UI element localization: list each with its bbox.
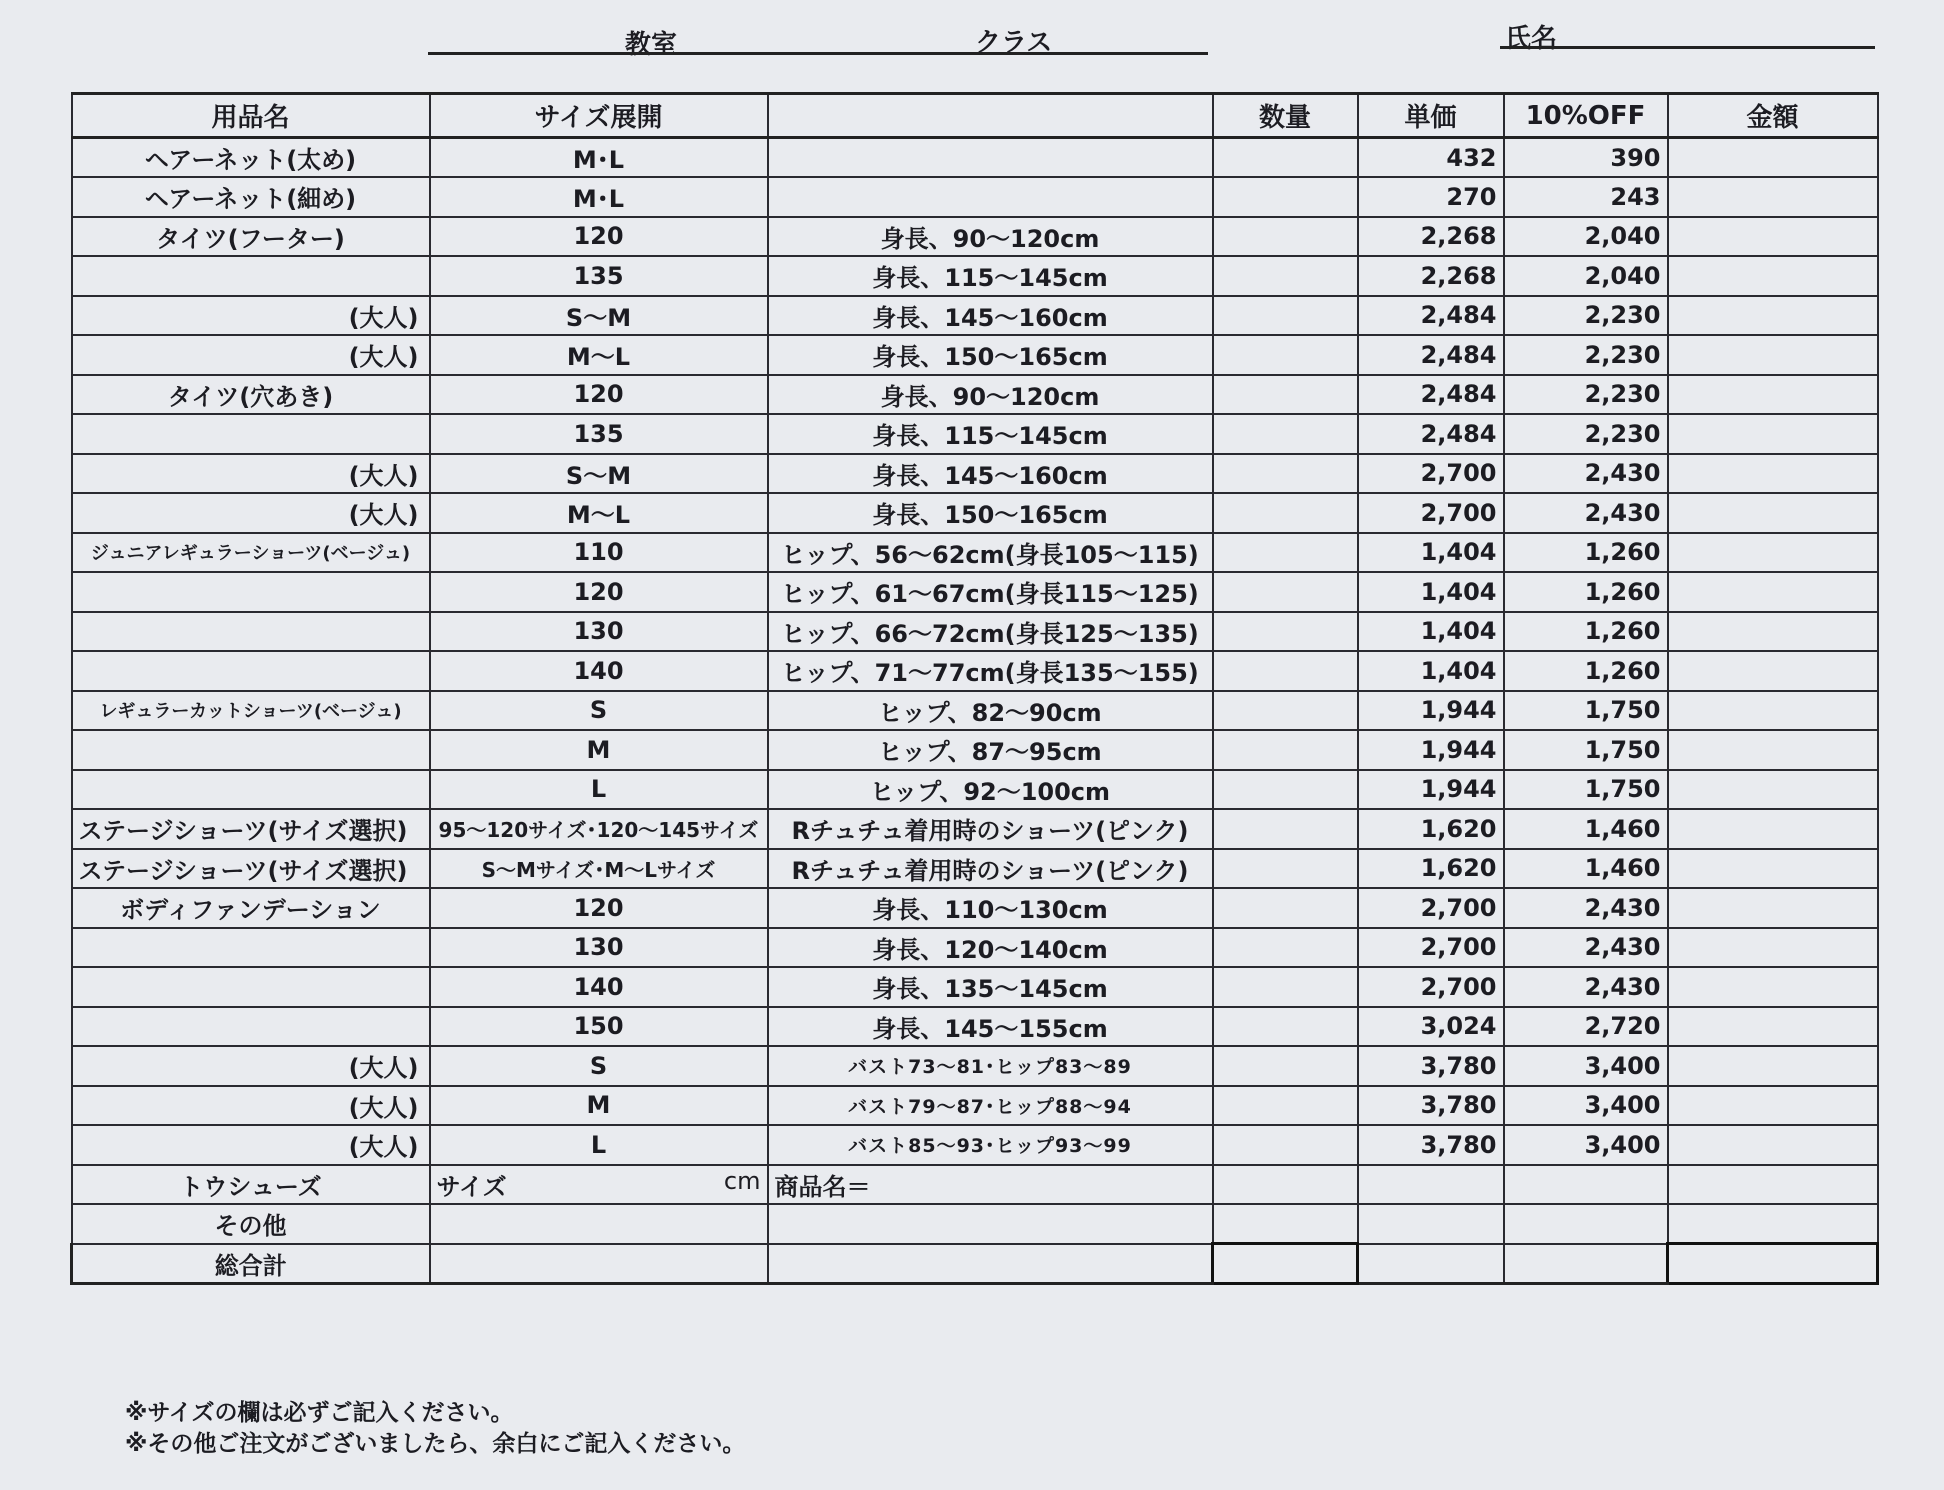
- item-name: [72, 256, 430, 296]
- unit-price-cell: 1,944: [1358, 770, 1504, 810]
- table-row: [72, 454, 1878, 494]
- unit-price-cell: 2,700: [1358, 493, 1504, 533]
- discount-price-cell: 2,040: [1504, 256, 1668, 296]
- qty-cell[interactable]: [1213, 928, 1358, 968]
- item-name: タイツ(穴あき): [72, 375, 430, 415]
- unit-price-cell: 3,780: [1358, 1086, 1504, 1126]
- size-cell: 130: [430, 928, 768, 968]
- qty-cell[interactable]: [1213, 651, 1358, 691]
- unit-price-cell: 1,404: [1358, 612, 1504, 652]
- discount-price-cell: 2,430: [1504, 928, 1668, 968]
- table-row: [72, 533, 1878, 573]
- discount-price-cell: 3,400: [1504, 1046, 1668, 1086]
- desc-cell: 身長、135～145cm: [768, 967, 1213, 1007]
- discount-price-cell: 1,260: [1504, 651, 1668, 691]
- amount-cell[interactable]: [1668, 730, 1878, 770]
- qty-cell[interactable]: [1213, 217, 1358, 257]
- qty-cell[interactable]: [1213, 296, 1358, 336]
- qty-cell[interactable]: [1213, 849, 1358, 889]
- discount-price-cell: 3,400: [1504, 1125, 1668, 1165]
- qty-cell[interactable]: [1213, 1165, 1358, 1205]
- unit-price-cell: 2,700: [1358, 928, 1504, 968]
- qty-cell[interactable]: [1213, 572, 1358, 612]
- unit-price-cell: 2,700: [1358, 888, 1504, 928]
- amount-cell[interactable]: [1668, 612, 1878, 652]
- table-row-other: [72, 1204, 1878, 1244]
- unit-price-cell: 3,024: [1358, 1007, 1504, 1047]
- size-cell: S～Mサイズ･M～Lサイズ: [430, 849, 768, 889]
- desc-cell: Rチュチュ着用時のショーツ(ピンク): [768, 849, 1213, 889]
- discount-price-cell: 2,040: [1504, 217, 1668, 257]
- discount-price-cell: 2,430: [1504, 888, 1668, 928]
- discount-price-cell: 2,230: [1504, 335, 1668, 375]
- qty-cell[interactable]: [1213, 256, 1358, 296]
- amount-cell[interactable]: [1668, 967, 1878, 1007]
- size-cell: L: [430, 770, 768, 810]
- col-header-unit-price: 単価: [1358, 94, 1504, 138]
- table-row: [72, 730, 1878, 770]
- col-header-qty: 数量: [1213, 94, 1358, 138]
- toe-shoe-size-unit: cm: [723, 1166, 761, 1195]
- qty-cell[interactable]: [1213, 1007, 1358, 1047]
- unit-price-cell: 432: [1358, 138, 1504, 178]
- qty-cell[interactable]: [1213, 770, 1358, 810]
- desc-cell: ヒップ、66～72cm(身長125～135): [768, 612, 1213, 652]
- unit-price-cell: 2,268: [1358, 256, 1504, 296]
- unit-price-cell: 1,620: [1358, 849, 1504, 889]
- amount-cell[interactable]: [1668, 770, 1878, 810]
- note-other-orders: ※その他ご注文がございましたら、余白にご記入ください。: [125, 1431, 746, 1457]
- size-cell: S: [430, 691, 768, 731]
- discount-price-cell: 1,460: [1504, 809, 1668, 849]
- amount-cell[interactable]: [1668, 888, 1878, 928]
- discount-price-cell: 390: [1504, 138, 1668, 178]
- desc-cell: 身長、120～140cm: [768, 928, 1213, 968]
- discount-price-cell[interactable]: [1504, 1165, 1668, 1205]
- item-name: [72, 572, 430, 612]
- size-cell: M･L: [430, 177, 768, 217]
- discount-price-cell: 1,750: [1504, 730, 1668, 770]
- discount-price-cell: 1,260: [1504, 612, 1668, 652]
- desc-cell: バスト79～87･ヒップ88～94: [768, 1086, 1213, 1126]
- amount-cell[interactable]: [1668, 1125, 1878, 1165]
- table-row: [72, 691, 1878, 731]
- item-name: (大人): [72, 493, 430, 533]
- item-name: ヘアーネット(細め): [72, 177, 430, 217]
- item-name: (大人): [72, 454, 430, 494]
- table-row: [72, 651, 1878, 691]
- unit-price-cell: 2,700: [1358, 454, 1504, 494]
- desc-cell: ヒップ、87～95cm: [768, 730, 1213, 770]
- discount-price-cell: 2,230: [1504, 375, 1668, 415]
- amount-cell[interactable]: [1668, 375, 1878, 415]
- qty-cell[interactable]: [1213, 1125, 1358, 1165]
- desc-cell: ヒップ、92～100cm: [768, 770, 1213, 810]
- size-cell: 120: [430, 572, 768, 612]
- discount-price-cell: 2,230: [1504, 296, 1668, 336]
- discount-price-cell[interactable]: [1504, 1204, 1668, 1244]
- qty-cell[interactable]: [1213, 177, 1358, 217]
- unit-price-cell: 2,484: [1358, 296, 1504, 336]
- table-row: [72, 217, 1878, 257]
- amount-cell[interactable]: [1668, 849, 1878, 889]
- unit-price-cell: 1,944: [1358, 691, 1504, 731]
- toe-shoe-size-label: サイズ: [436, 1172, 507, 1201]
- size-cell: M: [430, 730, 768, 770]
- size-cell: 120: [430, 375, 768, 415]
- qty-cell[interactable]: [1213, 493, 1358, 533]
- col-header-item: 用品名: [72, 94, 430, 138]
- desc-cell: 身長、145～160cm: [768, 454, 1213, 494]
- total-amount-field[interactable]: [1668, 1244, 1878, 1284]
- item-name: [72, 730, 430, 770]
- desc-cell: 身長、145～160cm: [768, 296, 1213, 336]
- item-name: [72, 928, 430, 968]
- item-rows: [72, 138, 1878, 1165]
- table-row: [72, 612, 1878, 652]
- discount-price-cell: 2,430: [1504, 454, 1668, 494]
- size-cell[interactable]: [430, 1204, 768, 1244]
- qty-cell[interactable]: [1213, 1086, 1358, 1126]
- unit-price-cell: 1,404: [1358, 533, 1504, 573]
- discount-price-cell: 2,430: [1504, 493, 1668, 533]
- item-name: (大人): [72, 296, 430, 336]
- qty-cell[interactable]: [1213, 138, 1358, 178]
- item-name: タイツ(フーター): [72, 217, 430, 257]
- amount-cell[interactable]: [1668, 1204, 1878, 1244]
- toe-shoe-size-field[interactable]: [430, 1165, 768, 1205]
- unit-price-cell: 1,404: [1358, 572, 1504, 612]
- desc-cell: バスト73～81･ヒップ83～89: [768, 1046, 1213, 1086]
- desc-cell: [768, 1244, 1213, 1284]
- desc-cell: [768, 177, 1213, 217]
- classroom-label: 教室: [625, 30, 678, 60]
- desc-cell: 身長、115～145cm: [768, 414, 1213, 454]
- discount-price-cell: 1,750: [1504, 770, 1668, 810]
- order-table: [70, 92, 1879, 1285]
- discount-price-cell: 3,400: [1504, 1086, 1668, 1126]
- qty-cell[interactable]: [1213, 335, 1358, 375]
- qty-cell[interactable]: [1213, 730, 1358, 770]
- item-name: [72, 967, 430, 1007]
- note-size-required: ※サイズの欄は必ずご記入ください。: [125, 1400, 514, 1426]
- unit-price-cell: 2,484: [1358, 335, 1504, 375]
- table-row: [72, 177, 1878, 217]
- size-cell: M～L: [430, 335, 768, 375]
- item-name: [72, 651, 430, 691]
- desc-cell: 身長、150～165cm: [768, 335, 1213, 375]
- size-cell: 140: [430, 967, 768, 1007]
- col-header-size: サイズ展開: [430, 94, 768, 138]
- size-cell: [430, 1244, 768, 1284]
- discount-price-cell: 2,430: [1504, 967, 1668, 1007]
- item-name: その他: [72, 1204, 430, 1244]
- amount-cell[interactable]: [1668, 691, 1878, 731]
- table-row: [72, 296, 1878, 336]
- qty-cell[interactable]: [1213, 414, 1358, 454]
- amount-cell[interactable]: [1668, 928, 1878, 968]
- size-cell: 95～120サイズ･120～145サイズ: [430, 809, 768, 849]
- qty-cell[interactable]: [1213, 967, 1358, 1007]
- table-row: [72, 572, 1878, 612]
- table-row: [72, 1086, 1878, 1126]
- amount-cell[interactable]: [1668, 809, 1878, 849]
- discount-price-cell: 1,260: [1504, 572, 1668, 612]
- amount-cell[interactable]: [1668, 1086, 1878, 1126]
- size-cell: M～L: [430, 493, 768, 533]
- item-name: (大人): [72, 335, 430, 375]
- item-name: ジュニアレギュラーショーツ(ベージュ): [72, 533, 430, 573]
- item-name: レギュラーカットショーツ(ベージュ): [72, 691, 430, 731]
- table-row: [72, 1125, 1878, 1165]
- table-row: [72, 770, 1878, 810]
- amount-cell[interactable]: [1668, 217, 1878, 257]
- table-row: [72, 493, 1878, 533]
- size-cell: L: [430, 1125, 768, 1165]
- total-label: 総合計: [72, 1244, 430, 1284]
- size-cell: 110: [430, 533, 768, 573]
- table-row: [72, 375, 1878, 415]
- discount-price-cell: [1504, 1244, 1668, 1284]
- amount-cell[interactable]: [1668, 1007, 1878, 1047]
- amount-cell[interactable]: [1668, 414, 1878, 454]
- amount-cell[interactable]: [1668, 572, 1878, 612]
- discount-price-cell: 2,230: [1504, 414, 1668, 454]
- qty-cell[interactable]: [1213, 533, 1358, 573]
- desc-cell: 身長、110～130cm: [768, 888, 1213, 928]
- qty-cell[interactable]: [1213, 1204, 1358, 1244]
- qty-cell[interactable]: [1213, 375, 1358, 415]
- amount-cell[interactable]: [1668, 256, 1878, 296]
- table-row: [72, 256, 1878, 296]
- desc-cell: [768, 138, 1213, 178]
- name-underline[interactable]: [1500, 46, 1875, 49]
- discount-price-cell: 2,720: [1504, 1007, 1668, 1047]
- unit-price-cell: 1,944: [1358, 730, 1504, 770]
- footer-notes: [125, 1398, 745, 1460]
- table-row: [72, 138, 1878, 178]
- item-name: ヘアーネット(太め): [72, 138, 430, 178]
- item-name: (大人): [72, 1086, 430, 1126]
- item-name: [72, 770, 430, 810]
- unit-price-cell: 2,700: [1358, 967, 1504, 1007]
- qty-cell[interactable]: [1213, 809, 1358, 849]
- desc-cell[interactable]: [768, 1204, 1213, 1244]
- size-cell: 120: [430, 217, 768, 257]
- size-cell: S～M: [430, 296, 768, 336]
- table-header-row: [72, 94, 1878, 138]
- unit-price-cell: 2,484: [1358, 375, 1504, 415]
- table-row-toe-shoes: [72, 1165, 1878, 1205]
- size-cell: 135: [430, 256, 768, 296]
- desc-cell: バスト85～93･ヒップ93～99: [768, 1125, 1213, 1165]
- desc-cell: 身長、90～120cm: [768, 375, 1213, 415]
- table-row-total: [72, 1244, 1878, 1284]
- unit-price-cell[interactable]: [1358, 1165, 1504, 1205]
- size-cell: M: [430, 1086, 768, 1126]
- desc-cell: ヒップ、82～90cm: [768, 691, 1213, 731]
- amount-cell[interactable]: [1668, 493, 1878, 533]
- size-cell: S～M: [430, 454, 768, 494]
- unit-price-cell: 1,404: [1358, 651, 1504, 691]
- qty-cell[interactable]: [1213, 612, 1358, 652]
- item-name: [72, 1007, 430, 1047]
- size-cell: S: [430, 1046, 768, 1086]
- qty-cell[interactable]: [1213, 691, 1358, 731]
- table-row: [72, 967, 1878, 1007]
- item-name: トウシューズ: [72, 1165, 430, 1205]
- desc-cell: ヒップ、56～62cm(身長105～115): [768, 533, 1213, 573]
- item-name: ステージショーツ(サイズ選択): [72, 809, 430, 849]
- name-label: 氏名: [1505, 24, 1558, 54]
- item-name: ステージショーツ(サイズ選択): [72, 849, 430, 889]
- table-row: [72, 849, 1878, 889]
- table-row: [72, 1046, 1878, 1086]
- size-cell: 120: [430, 888, 768, 928]
- amount-cell[interactable]: [1668, 533, 1878, 573]
- size-cell: M･L: [430, 138, 768, 178]
- table-row: [72, 1007, 1878, 1047]
- item-name: (大人): [72, 1125, 430, 1165]
- table-row: [72, 414, 1878, 454]
- table-row: [72, 809, 1878, 849]
- item-name: [72, 612, 430, 652]
- size-cell: 130: [430, 612, 768, 652]
- desc-cell: 身長、145～155cm: [768, 1007, 1213, 1047]
- unit-price-cell: [1358, 1244, 1504, 1284]
- amount-cell[interactable]: [1668, 335, 1878, 375]
- unit-price-cell: 1,620: [1358, 809, 1504, 849]
- col-header-amount: 金額: [1668, 94, 1878, 138]
- discount-price-cell: 1,750: [1504, 691, 1668, 731]
- discount-price-cell: 243: [1504, 177, 1668, 217]
- amount-cell[interactable]: [1668, 454, 1878, 494]
- desc-cell: Rチュチュ着用時のショーツ(ピンク): [768, 809, 1213, 849]
- desc-cell: 身長、150～165cm: [768, 493, 1213, 533]
- item-name: (大人): [72, 1046, 430, 1086]
- table-row: [72, 335, 1878, 375]
- unit-price-cell[interactable]: [1358, 1204, 1504, 1244]
- col-header-desc: [768, 94, 1213, 138]
- size-cell: 140: [430, 651, 768, 691]
- item-name: ボディファンデーション: [72, 888, 430, 928]
- desc-cell: 身長、115～145cm: [768, 256, 1213, 296]
- unit-price-cell: 270: [1358, 177, 1504, 217]
- discount-price-cell: 1,260: [1504, 533, 1668, 573]
- toe-shoe-product-label: 商品名＝: [774, 1172, 871, 1201]
- desc-cell: ヒップ、71～77cm(身長135～155): [768, 651, 1213, 691]
- qty-cell[interactable]: [1213, 888, 1358, 928]
- table-row: [72, 888, 1878, 928]
- unit-price-cell: 3,780: [1358, 1125, 1504, 1165]
- amount-cell[interactable]: [1668, 651, 1878, 691]
- qty-cell[interactable]: [1213, 454, 1358, 494]
- toe-shoe-product-field[interactable]: [768, 1165, 1213, 1205]
- total-qty-field[interactable]: [1213, 1244, 1358, 1284]
- amount-cell[interactable]: [1668, 1165, 1878, 1205]
- amount-cell[interactable]: [1668, 177, 1878, 217]
- discount-price-cell: 1,460: [1504, 849, 1668, 889]
- unit-price-cell: 2,484: [1358, 414, 1504, 454]
- amount-cell[interactable]: [1668, 138, 1878, 178]
- qty-cell[interactable]: [1213, 1046, 1358, 1086]
- desc-cell: 身長、90～120cm: [768, 217, 1213, 257]
- col-header-discount: 10%OFF: [1504, 94, 1668, 138]
- classroom-class-underline[interactable]: [428, 52, 1208, 55]
- unit-price-cell: 3,780: [1358, 1046, 1504, 1086]
- size-cell: 135: [430, 414, 768, 454]
- amount-cell[interactable]: [1668, 296, 1878, 336]
- size-cell: 150: [430, 1007, 768, 1047]
- item-name: [72, 414, 430, 454]
- desc-cell: ヒップ、61～67cm(身長115～125): [768, 572, 1213, 612]
- class-label: クラス: [975, 28, 1053, 58]
- amount-cell[interactable]: [1668, 1046, 1878, 1086]
- table-row: [72, 928, 1878, 968]
- unit-price-cell: 2,268: [1358, 217, 1504, 257]
